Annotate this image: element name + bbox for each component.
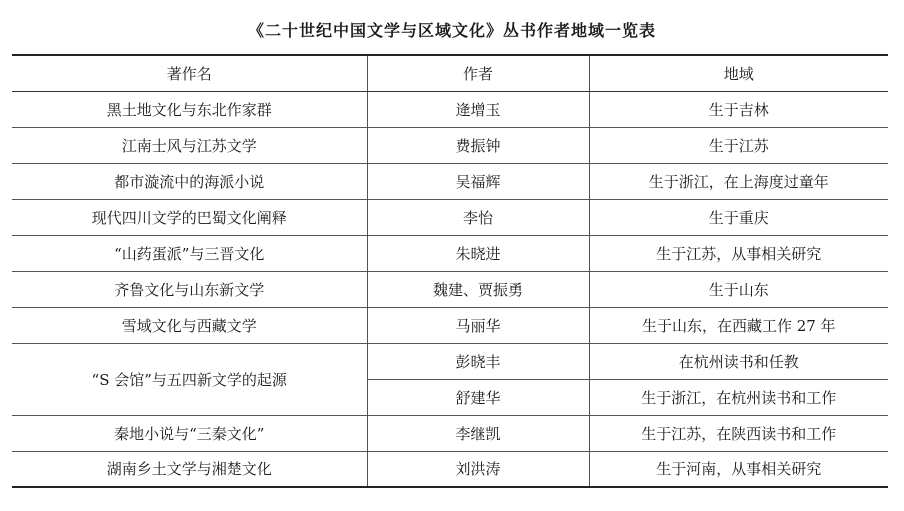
- header-row: [12, 55, 888, 91]
- table-row: [12, 235, 888, 271]
- cell-region: 生于浙江，在上海度过童年: [589, 163, 888, 199]
- cell-author: 魏建、贾振勇: [367, 271, 589, 307]
- cell-title: 雪域文化与西藏文学: [12, 307, 367, 343]
- cell-author: 李继凯: [367, 415, 589, 451]
- cell-region: 生于重庆: [589, 199, 888, 235]
- cell-title-merged: “S 会馆”与五四新文学的起源: [12, 343, 367, 415]
- table-row: [12, 451, 888, 487]
- cell-title: 黑土地文化与东北作家群: [12, 91, 367, 127]
- cell-region: 生于山东: [589, 271, 888, 307]
- cell-title: 都市漩流中的海派小说: [12, 163, 367, 199]
- table-row: [12, 199, 888, 235]
- cell-region: 生于江苏，从事相关研究: [589, 235, 888, 271]
- cell-author: 刘洪涛: [367, 451, 589, 487]
- cell-author: 朱晓进: [367, 235, 589, 271]
- table-row: [12, 307, 888, 343]
- table-row: [12, 91, 888, 127]
- header-title: 著作名: [12, 55, 367, 91]
- cell-author: 马丽华: [367, 307, 589, 343]
- header-region: 地域: [589, 55, 888, 91]
- cell-title: 秦地小说与“三秦文化”: [12, 415, 367, 451]
- cell-author: 费振钟: [367, 127, 589, 163]
- cell-title: 湖南乡土文学与湘楚文化: [12, 451, 367, 487]
- table-caption: 《二十世纪中国文学与区域文化》丛书作者地域一览表: [247, 21, 656, 40]
- cell-author: 吴福辉: [367, 163, 589, 199]
- header-author: 作者: [367, 55, 589, 91]
- cell-author: 逄增玉: [367, 91, 589, 127]
- cell-region: 生于山东，在西藏工作 27 年: [589, 307, 888, 343]
- table-row: [12, 127, 888, 163]
- cell-title: 现代四川文学的巴蜀文化阐释: [12, 199, 367, 235]
- cell-region: 生于河南，从事相关研究: [589, 451, 888, 487]
- cell-title: 齐鲁文化与山东新文学: [12, 271, 367, 307]
- cell-author: 舒建华: [367, 379, 589, 415]
- cell-region: 生于江苏，在陕西读书和工作: [589, 415, 888, 451]
- cell-region: 生于吉林: [589, 91, 888, 127]
- cell-title: 江南士风与江苏文学: [12, 127, 367, 163]
- table-row: [12, 163, 888, 199]
- cell-title: “山药蛋派”与三晋文化: [12, 235, 367, 271]
- cell-author: 彭晓丰: [367, 343, 589, 379]
- cell-region: 生于浙江，在杭州读书和工作: [589, 379, 888, 415]
- author-region-table: [12, 54, 888, 488]
- table-row: [12, 415, 888, 451]
- table-row: [12, 343, 888, 379]
- cell-region: 生于江苏: [589, 127, 888, 163]
- table-row: [12, 271, 888, 307]
- cell-author: 李怡: [367, 199, 589, 235]
- cell-region: 在杭州读书和任教: [589, 343, 888, 379]
